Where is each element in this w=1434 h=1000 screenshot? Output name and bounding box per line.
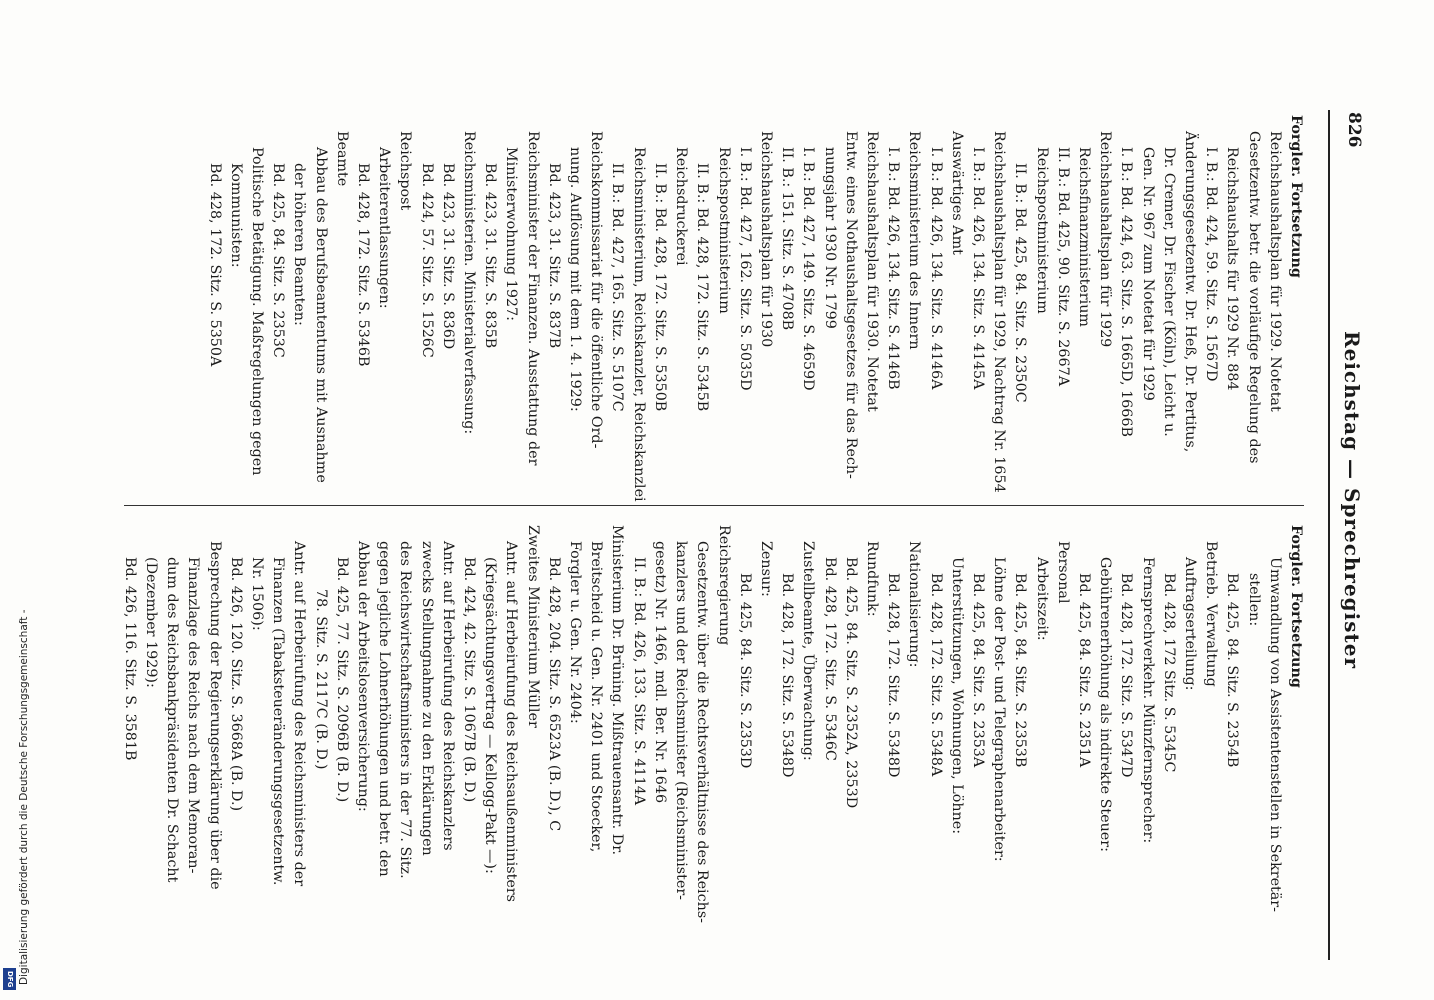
index-line: Reichsministerien. Ministerialverfassung: bbox=[461, 131, 478, 435]
index-line: nungsjahr 1930 Nr. 1799 bbox=[821, 147, 838, 329]
index-line: Bd. 425, 77. Sitz. S. 2096B (B. D.) bbox=[333, 557, 350, 803]
index-line: (Kriegsächtungsvertrag — Kellogg-Pakt —): bbox=[482, 557, 499, 874]
index-line: Rundfunk: bbox=[863, 541, 880, 617]
index-line: gesetz) Nr. 1466, mdl. Ber. Nr. 1646 bbox=[651, 541, 668, 804]
index-line: Gesetzentw. über die Rechtsverhältnisse des Reichs- bbox=[694, 541, 711, 924]
index-line: Abbau der Arbeitslosenversicherung: bbox=[355, 541, 372, 812]
index-line: Reichshaushaltsplan für 1929, Nachtrag Nr. 1654 bbox=[991, 131, 1008, 493]
index-line: Bd. 426, 120. Sitz. S. 3668A (B. D.) bbox=[227, 557, 244, 812]
index-line: Bd. 425, 84. Sitz. S. 2354B bbox=[1224, 573, 1241, 768]
index-line: Besprechung der Regierungserklärung über die bbox=[206, 541, 223, 890]
index-line: Bd. 428, 172. Sitz. S. 5348D bbox=[779, 573, 796, 778]
index-line: Reichsministerium, Reichskanzler, Reichskanzlei bbox=[630, 147, 647, 502]
index-line: Reichshaushaltsplan für 1930 bbox=[757, 131, 774, 348]
index-line: I. B.: Bd. 426, 134. Sitz. S. 4145A bbox=[969, 147, 986, 390]
index-line: Bd. 425, 84. Sitz. S. 2352A, 2353D bbox=[842, 557, 859, 809]
index-line: Bd. 425, 84. Sitz. S. 2351A bbox=[1075, 573, 1092, 768]
index-line: Auftragserteilung: bbox=[1181, 557, 1198, 691]
index-line: Zustellbeamte, Überwachung: bbox=[800, 541, 817, 761]
index-line: Beamte bbox=[333, 131, 350, 187]
index-line: der höheren Beamten: bbox=[291, 163, 308, 326]
index-line: II. B.: Bd. 425, 90. Sitz. S. 2667A bbox=[1054, 147, 1071, 387]
index-line: Unterstützungen, Wohnungen, Löhne: bbox=[948, 557, 965, 835]
index-line: Politische Betätigung. Maßregelungen gegen bbox=[249, 147, 266, 476]
index-line: Arbeiterentlassungen: bbox=[376, 147, 393, 309]
index-line: II. B.: Bd. 427, 165. Sitz. S. 5107C bbox=[609, 163, 626, 412]
page-number: 826 bbox=[1344, 112, 1364, 148]
index-line: Zensur: bbox=[757, 541, 774, 597]
index-line: Arbeitszeit: bbox=[1033, 557, 1050, 641]
index-line: des Reichswirtschaftsministers in der 77. Sitz. bbox=[397, 541, 414, 879]
index-line: Löhne der Post- und Telegraphenarbeiter: bbox=[991, 557, 1008, 862]
index-line: Bd. 424, 57. Sitz. S. 1526C bbox=[418, 163, 435, 358]
index-line: Dr. Cremer, Dr. Fischer (Köln), Leicht u. bbox=[1160, 147, 1177, 437]
dfg-logo: DFG bbox=[3, 968, 16, 990]
index-line: Ministerwohnung 1927: bbox=[503, 147, 520, 321]
index-line: Reichspostministerium bbox=[715, 147, 732, 314]
index-line: dum des Reichsbankpräsidenten Dr. Schacht bbox=[164, 557, 181, 883]
index-line: Reichspostministerium bbox=[1033, 147, 1050, 314]
index-line: Bd. 428, 172. Sitz. S. 5346C bbox=[821, 557, 838, 761]
index-line: Bd. 425, 84. Sitz. S. 2353D bbox=[736, 573, 753, 769]
index-line: Bd. 426, 116. Sitz. S. 3581B bbox=[121, 557, 138, 761]
index-line: Gen. Nr. 967 zum Notetat für 1929 bbox=[1139, 147, 1156, 401]
index-line: Reichshaushaltsplan für 1929 bbox=[1097, 131, 1114, 348]
index-line: Reichsregierung bbox=[715, 525, 732, 646]
index-line: I. B.: Bd. 426, 134. Sitz. S. 4146B bbox=[885, 147, 902, 390]
index-line: Antr. auf Herbeirufung des Reichsaußenministers bbox=[503, 541, 520, 903]
index-line: gegen jegliche Lohnerhöhungen und betr. den bbox=[376, 541, 393, 877]
index-line: Reichsministerium des Innern bbox=[906, 131, 923, 350]
index-line: Zweites Ministerium Müller bbox=[524, 525, 541, 728]
index-line: kanzlers und der Reichsminister (Reichsminister- bbox=[673, 541, 690, 901]
index-line: Gebührenerhöhung als indirekte Steuer: bbox=[1097, 557, 1114, 852]
index-line: Gesetzentw. betr. die vorläufige Regelung des bbox=[1245, 131, 1262, 464]
index-line: Finanzen (Tabaksteueränderungsgesetzentw. bbox=[270, 557, 287, 886]
index-line: Bd. 423, 31. Sitz. S. 837B bbox=[545, 163, 562, 349]
index-line: Änderungsgesetzentw. Dr. Heß, Dr. Pertitus, bbox=[1181, 131, 1198, 453]
column-rule bbox=[124, 505, 1304, 506]
index-line: Reichskommissariat für die öffentliche Ord- bbox=[588, 131, 605, 449]
index-line: II. B.: Bd. 428, 172. Sitz. S. 5345B bbox=[694, 163, 711, 412]
index-line: Bd. 428, 172. Sitz. S. 5347D bbox=[1118, 573, 1135, 778]
index-line: Bd. 425, 84. Sitz. S. 2353A bbox=[969, 573, 986, 768]
index-line: II. B.: Bd. 428, 172. Sitz. S. 5350B bbox=[651, 163, 668, 412]
index-line: Bd. 428, 172. Sitz. S. 5348D bbox=[885, 573, 902, 778]
index-line: I. B.: Bd. 424, 63. Sitz. S. 1665D, 1666B bbox=[1118, 147, 1135, 437]
index-line: I. B.: Bd. 426, 134. Sitz. S. 4146A bbox=[927, 147, 944, 390]
index-line: II. B.: Bd. 425, 84. Sitz. S. 2350C bbox=[1012, 163, 1029, 403]
index-line: Forgler u. Gen. Nr. 2404: bbox=[567, 541, 584, 724]
index-line: Bd. 428, 172 Sitz. S. 5345C bbox=[1160, 573, 1177, 773]
index-line: Ministerium Dr. Brüning. Mißtrauensantr. Dr. bbox=[609, 525, 626, 856]
index-line: II. B.: 151. Sitz. S. 4708B bbox=[779, 147, 796, 331]
index-line: Breitscheid u. Gen. Nr. 2401 und Stoecker, bbox=[588, 541, 605, 853]
index-line: Finanzlage des Reichs nach dem Memoran- bbox=[185, 557, 202, 874]
index-line: zwecks Stellungnahme zu den Erklärungen bbox=[418, 541, 435, 856]
index-line: Nationalisierung: bbox=[906, 541, 923, 668]
index-line: Reichshaushalts für 1929 Nr. 884 bbox=[1224, 147, 1241, 391]
index-line: stellen: bbox=[1245, 573, 1262, 627]
index-line: Bd. 425, 84. Sitz. S. 2353B bbox=[1012, 573, 1029, 768]
index-line: Fernsprechverkehr. Münzfernsprecher: bbox=[1139, 557, 1156, 844]
left-column bbox=[203, 115, 1306, 502]
index-line: Auswärtiges Amt bbox=[948, 131, 965, 255]
index-line: Reichsminister der Finanzen. Ausstattung der bbox=[524, 131, 541, 466]
index-line: Bd. 428, 172. Sitz. S. 5346B bbox=[355, 163, 372, 367]
index-line: Kommunisten: bbox=[227, 163, 244, 268]
index-line: Bd. 424, 42. Sitz. S. 1067B (B. D.) bbox=[461, 557, 478, 803]
index-line: Umwandlung von Assistentenstellen in Sekretär- bbox=[1266, 557, 1283, 912]
index-line: Personal bbox=[1054, 541, 1071, 604]
index-line: Reichsdruckerei bbox=[673, 147, 690, 266]
index-line: (Dezember 1929): bbox=[143, 557, 160, 688]
index-line: I. B.: Bd. 424, 59. Sitz. S. 1567D bbox=[1203, 147, 1220, 382]
right-column bbox=[119, 525, 1306, 925]
index-line: Bd. 428, 172. Sitz. S. 5350A bbox=[206, 163, 223, 367]
index-line: Forgler. Fortsetzung bbox=[1288, 525, 1304, 688]
index-line: Bd. 425, 84. Sitz. S. 2353C bbox=[270, 163, 287, 358]
index-line: Antr. auf Herbeirufung des Reichskanzlers bbox=[439, 541, 456, 851]
index-line: nung. Auflösung mit dem 1. 4. 1929: bbox=[567, 147, 584, 412]
index-line: Reichshaushaltsplan für 1929. Notetat bbox=[1266, 131, 1283, 412]
index-line: I. B.: Bd. 427, 162. Sitz. S. 5035D bbox=[736, 147, 753, 391]
index-line: Nr. 1506): bbox=[249, 557, 266, 631]
index-line: Bd. 423, 31. Sitz. S. 836D bbox=[439, 163, 456, 350]
header-rule bbox=[1328, 110, 1330, 960]
index-line: Reichspost bbox=[397, 131, 414, 211]
index-line: Forgler. Fortsetzung bbox=[1288, 115, 1304, 278]
index-line: Entw. eines Nothaushaltsgesetzes für das Rech- bbox=[842, 131, 859, 479]
index-line: II. B.: Bd. 426, 133. Sitz. S. 4114A bbox=[630, 557, 647, 806]
index-line: Bd. 428, 204. Sitz. S. 6523A (B. D.), C bbox=[545, 557, 562, 832]
running-head: Reichstag — Sprechregister bbox=[1340, 330, 1364, 670]
index-line: Bd. 423, 31. Sitz. S. 835B bbox=[482, 163, 499, 349]
index-line: 78. Sitz. S. 2117C (B. D.) bbox=[312, 589, 329, 770]
index-line: Betrieb. Verwaltung bbox=[1203, 541, 1220, 687]
index-line: Antr. auf Herbeirufung des Reichsministers der bbox=[291, 541, 308, 887]
index-line: Bd. 428, 172. Sitz. S. 5348A bbox=[927, 573, 944, 777]
index-line: Reichsfinanzministerium bbox=[1075, 147, 1092, 327]
index-line: I. B.: Bd. 427, 149. Sitz. S. 4659D bbox=[800, 147, 817, 391]
index-line: Abbau des Berufsbeamtentums mit Ausnahme bbox=[312, 147, 329, 483]
digitization-note: Digitalisierung gefördert durch die Deutsche Forschungsgemeinschaft - bbox=[18, 609, 30, 985]
index-line: Reichshaushaltsplan für 1930. Notetat bbox=[863, 131, 880, 412]
